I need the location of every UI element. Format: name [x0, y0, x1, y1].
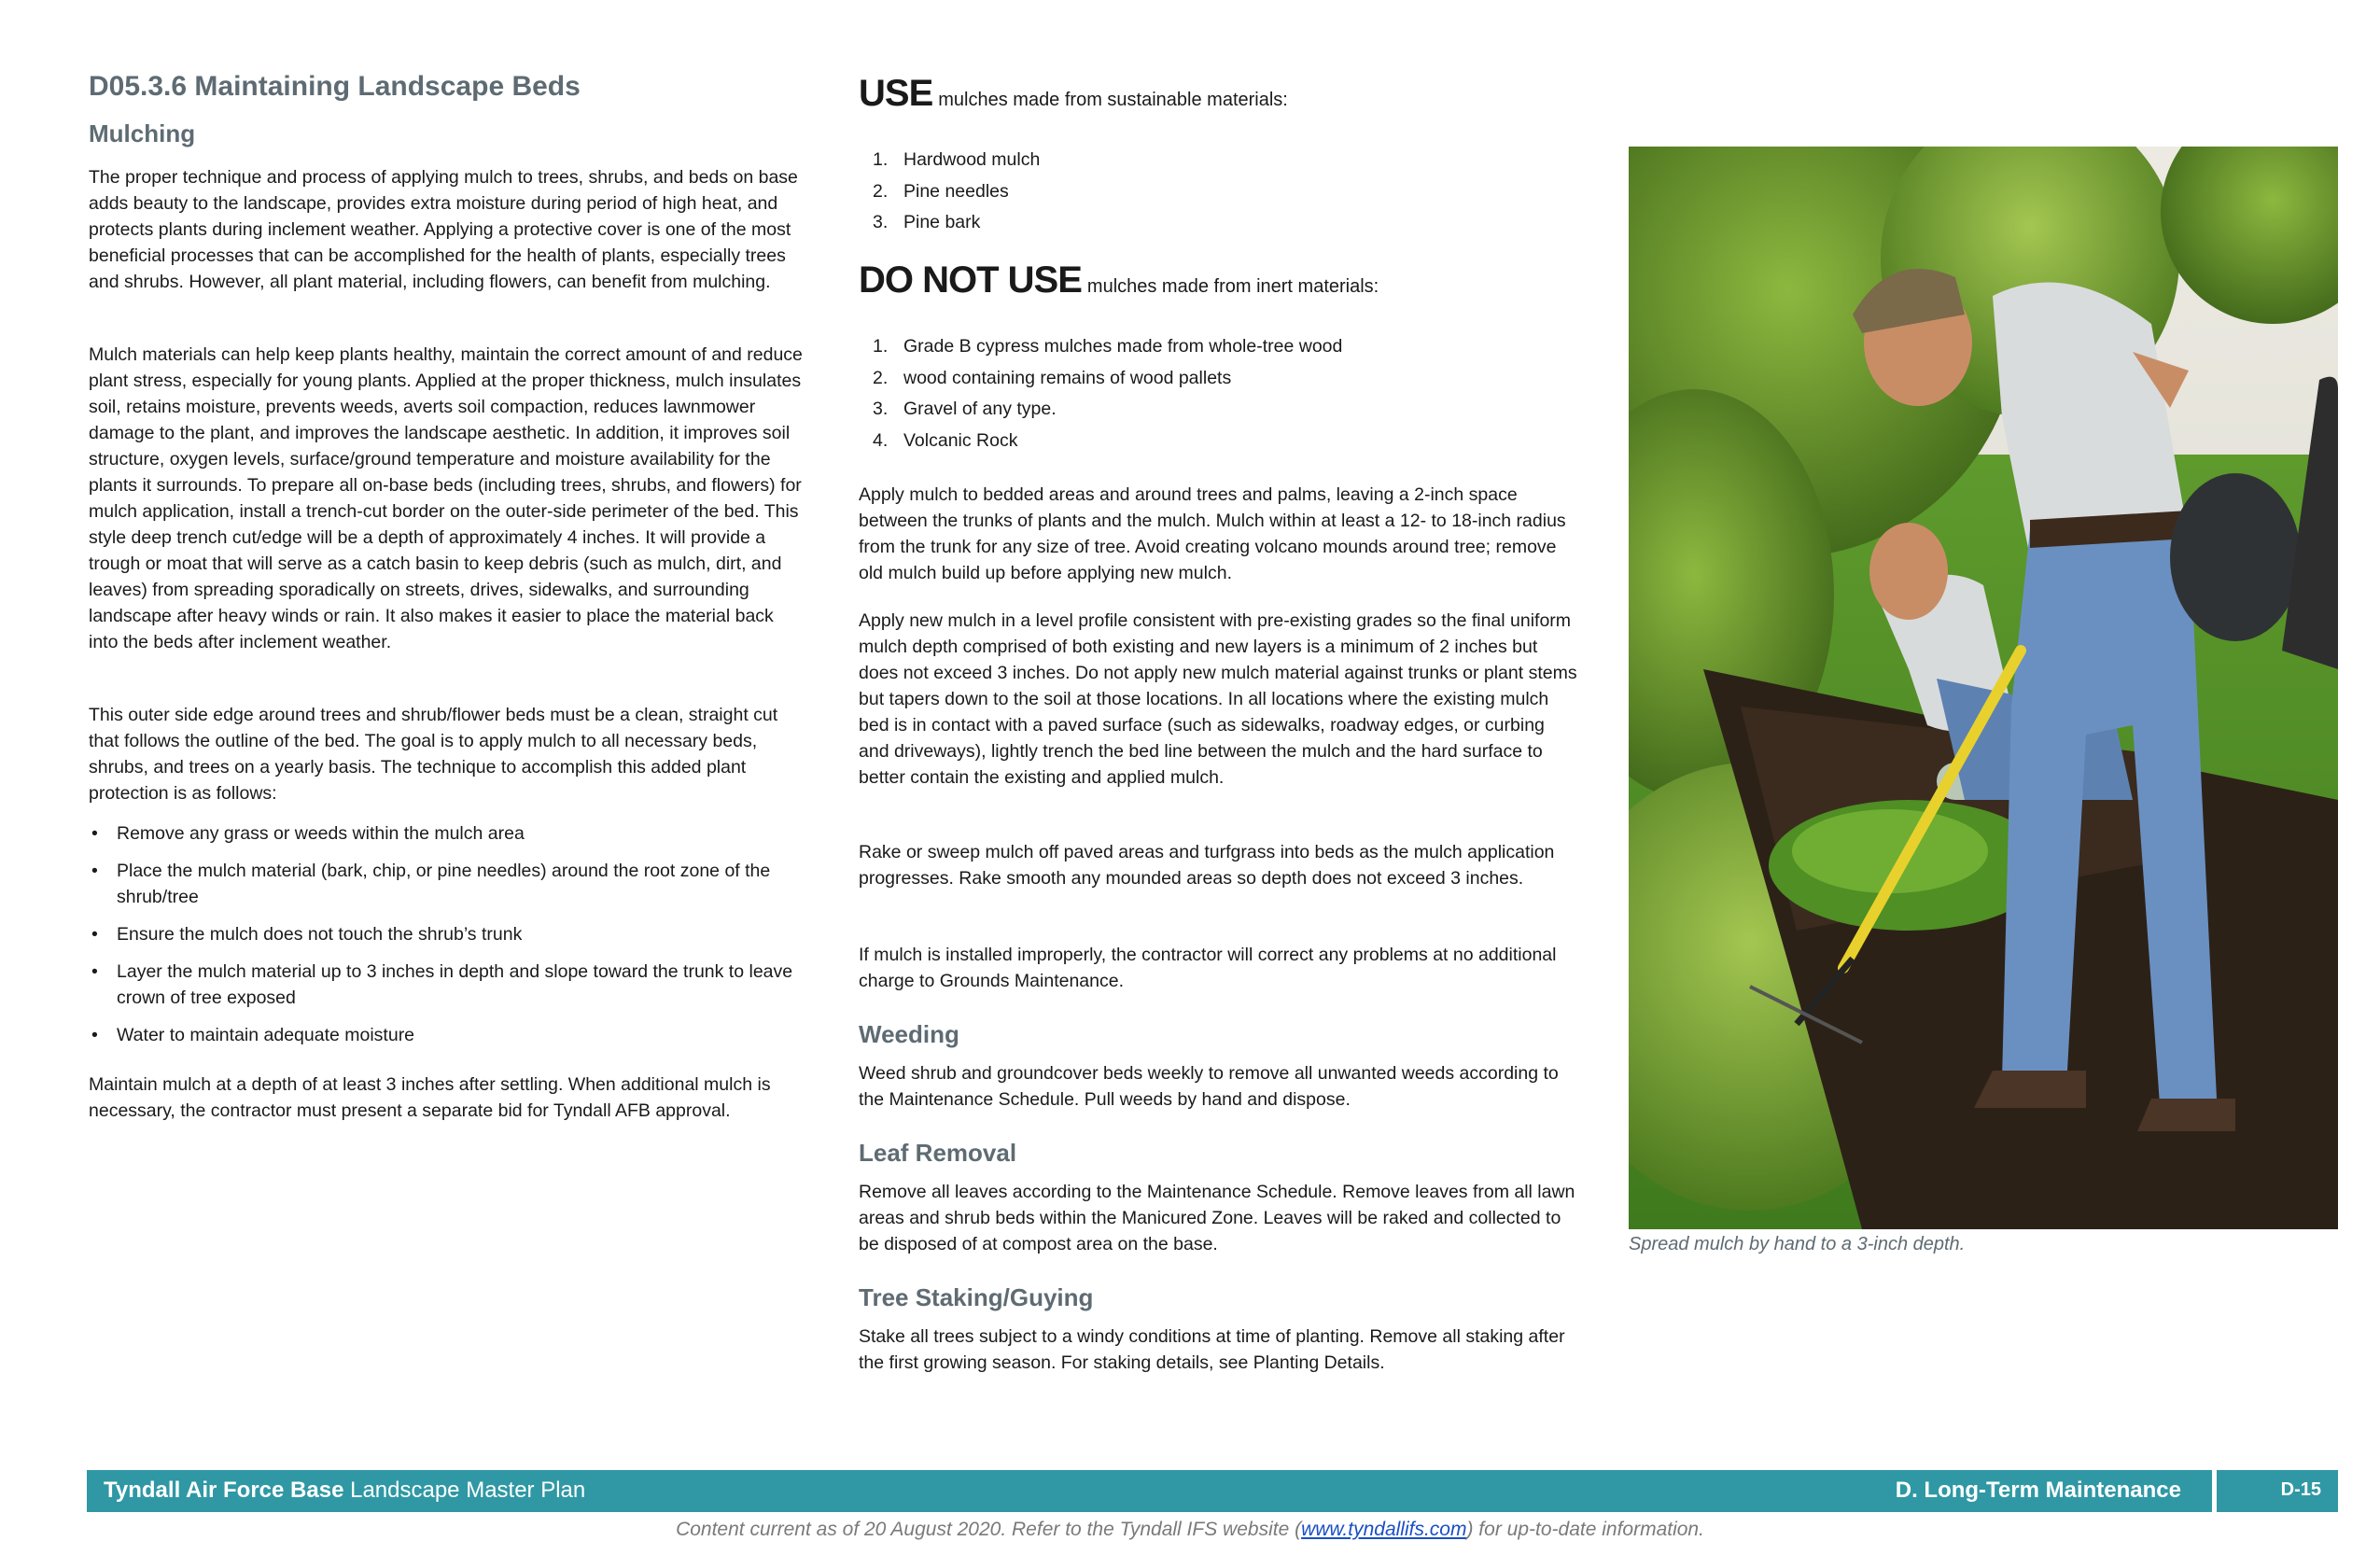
- list-item: [859, 365, 1342, 391]
- footer-bar: [87, 1470, 2338, 1512]
- list-item-text: Hardwood mulch: [903, 149, 1041, 170]
- bullet-dot: •: [91, 924, 98, 945]
- use-word: USE: [859, 73, 933, 114]
- list-item: [859, 178, 1040, 204]
- new-mulch-paragraph: Apply new mulch in a level profile consistent with pre-existing grades so the final uniform mulch depth comprised of both existing and new layers is a minimum of 2 inches but does not exceed 3 inches. Do not apply new mulch material against trunks or plant stems but tapers down to the soil at those locations. In all locations where the existing mulch bed is in contact with a paved surface (such as sidewalks, roadway edges, or curbing and driveways), lightly trench the bed line between the mulch and the hard surface to better contain the existing and applied mulch.: [859, 610, 1577, 788]
- mulching-paragraph-2: Mulch materials can help keep plants healthy, maintain the correct amount of and reduce plant stress, especially for young plants. Applied at the proper thickness, mulch insulates soil, retains moisture, prevents weeds, averts soil compaction, reduces lawnmower damage to the plant, and improves the landscape aesthetic. In addition, it improves soil structure, oxygen levels, surface/ground temperature and moisture availability for the plants it surrounds. To prepare all on-base beds (including trees, shrubs, and flowers) for mulch application, install a trench-cut border on the outer-side perimeter of the bed. This style deep trench cut/edge will be a depth of approximately 4 inches. It will provide a trough or moat that will serve as a catch basin to keep debris (such as mulch, dirt, and leaves) from spreading sporadically on streets, drives, sidewalks, and surrounding landscape after heavy winds or rain. It also makes it easier to place the material back into the beds after inclement weather.: [89, 344, 803, 652]
- currency-notice: [0, 1519, 2380, 1541]
- list-number: 3.: [873, 399, 889, 419]
- leaf-removal-paragraph: Remove all leaves according to the Maintenance Schedule. Remove leaves from all lawn areas and shrub beds within the Manicured Zone. Leaves will be raked and collected to be disposed of at compost area on the base.: [859, 1182, 1575, 1254]
- list-item: [89, 820, 803, 847]
- do-not-use-list: [859, 333, 1342, 458]
- list-item: [89, 1022, 803, 1048]
- apply-mulch-paragraph: Apply mulch to bedded areas and around trees and palms, leaving a 2-inch space between the trunks of plants and the mulch. Mulch within at least a 12- to 18-inch radius from the trunk for any size of tree. Avoid creating volcano mounds around tree; remove old mulch build up before applying new mulch.: [859, 484, 1566, 583]
- bullet-dot: •: [91, 861, 98, 881]
- use-text: mulches made from sustainable materials:: [938, 90, 1288, 110]
- website-link[interactable]: www.tyndallifs.com: [1301, 1519, 1467, 1540]
- list-item: [89, 858, 803, 910]
- list-number: 2.: [873, 180, 889, 202]
- weeding-paragraph: Weed shrub and groundcover beds weekly to remove all unwanted weeds according to the Maintenance Schedule. Pull weeds by hand and dispose.: [859, 1063, 1559, 1110]
- list-item: [859, 147, 1040, 173]
- list-item-text: Pine bark: [903, 212, 981, 232]
- section-title: D05.3.6 Maintaining Landscape Beds: [89, 71, 581, 102]
- photo-caption: Spread mulch by hand to a 3-inch depth.: [1629, 1234, 1966, 1254]
- mulching-paragraph-1: The proper technique and process of applying mulch to trees, shrubs, and beds on base adds beauty to the landscape, provides extra moisture during period of high heat, and protects plants during inclement weather. Applying a protective cover is one of the most beneficial processes that can be accomplished for the health of plants, especially trees and shrubs. However, all plant material, including flowers, can benefit from mulching.: [89, 167, 798, 292]
- list-item-text: Layer the mulch material up to 3 inches in depth and slope toward the trunk to leave crown of tree exposed: [117, 961, 793, 1008]
- do-not-use-word: DO NOT USE: [859, 259, 1082, 301]
- footer-plan-name: Landscape Master Plan: [350, 1478, 586, 1503]
- list-item-text: Place the mulch material (bark, chip, or pine needles) around the root zone of the shrub/tree: [117, 861, 771, 907]
- list-item-text: Gravel of any type.: [903, 399, 1057, 419]
- list-item: [859, 209, 1040, 235]
- list-number: 3.: [873, 212, 889, 232]
- mulching-paragraph-3: This outer side edge around trees and shrub/flower beds must be a clean, straight cut that follows the outline of the bed. The goal is to apply mulch to all necessary beds, shrubs, and trees on a yearly basis. The technique to accomplish this added plant protection is as follows:: [89, 705, 778, 804]
- mulching-steps-list: [89, 820, 803, 1059]
- page-number: D-15: [2280, 1479, 2321, 1500]
- list-item-text: Volcanic Rock: [903, 429, 1018, 451]
- list-item-text: Remove any grass or weeds within the mulch area: [117, 823, 525, 844]
- list-item-text: wood containing remains of wood pallets: [903, 367, 1232, 388]
- photo-illustration: [1629, 147, 2338, 1229]
- list-number: 1.: [873, 149, 889, 170]
- list-item: [89, 959, 803, 1011]
- list-item-text: Water to maintain adequate moisture: [117, 1025, 415, 1045]
- improper-install-paragraph: If mulch is installed improperly, the contractor will correct any problems at no additional charge to Grounds Maintenance.: [859, 945, 1557, 991]
- tree-staking-paragraph: Stake all trees subject to a windy conditions at time of planting. Remove all staking after the first growing season. For staking details, see Planting Details.: [859, 1326, 1565, 1373]
- list-item: [859, 396, 1342, 422]
- list-item-text: Pine needles: [903, 180, 1009, 202]
- list-number: 4.: [873, 429, 889, 451]
- list-item-text: Grade B cypress mulches made from whole-tree wood: [903, 336, 1343, 357]
- footer-document-title: [104, 1478, 585, 1504]
- list-item-text: Ensure the mulch does not touch the shrub’s trunk: [117, 924, 523, 945]
- mulch-depth-paragraph: Maintain mulch at a depth of at least 3 inches after settling. When additional mulch is necessary, the contractor must present a separate bid for Tyndall AFB approval.: [89, 1074, 771, 1121]
- list-number: 2.: [873, 367, 889, 388]
- footer-divider: [2212, 1470, 2217, 1512]
- bullet-dot: •: [91, 823, 98, 844]
- bullet-dot: •: [91, 1025, 98, 1045]
- mulching-heading: Mulching: [89, 119, 196, 147]
- list-number: 1.: [873, 336, 889, 357]
- weeding-heading: Weeding: [859, 1020, 959, 1048]
- use-list: [859, 147, 1040, 241]
- notice-text-after: ) for up-to-date information.: [1466, 1519, 1704, 1540]
- list-item: [89, 921, 803, 947]
- rake-mulch-paragraph: Rake or sweep mulch off paved areas and turfgrass into beds as the mulch application progresses. Rake smooth any mounded areas so depth does not exceed 3 inches.: [859, 842, 1555, 889]
- leaf-removal-heading: Leaf Removal: [859, 1139, 1017, 1167]
- do-not-use-text: mulches made from inert materials:: [1086, 276, 1379, 297]
- do-not-use-heading: [859, 259, 1379, 301]
- footer-section-name: D. Long-Term Maintenance: [1895, 1478, 2181, 1503]
- notice-text-before: Content current as of 20 August 2020. Refer to the Tyndall IFS website (: [676, 1519, 1302, 1540]
- use-heading: [859, 73, 1288, 115]
- bullet-dot: •: [91, 961, 98, 982]
- list-item: [859, 333, 1342, 359]
- tree-staking-heading: Tree Staking/Guying: [859, 1283, 1094, 1311]
- footer-base-name: Tyndall Air Force Base: [104, 1478, 344, 1503]
- mulching-photo: [1629, 147, 2338, 1229]
- list-item: [859, 427, 1342, 454]
